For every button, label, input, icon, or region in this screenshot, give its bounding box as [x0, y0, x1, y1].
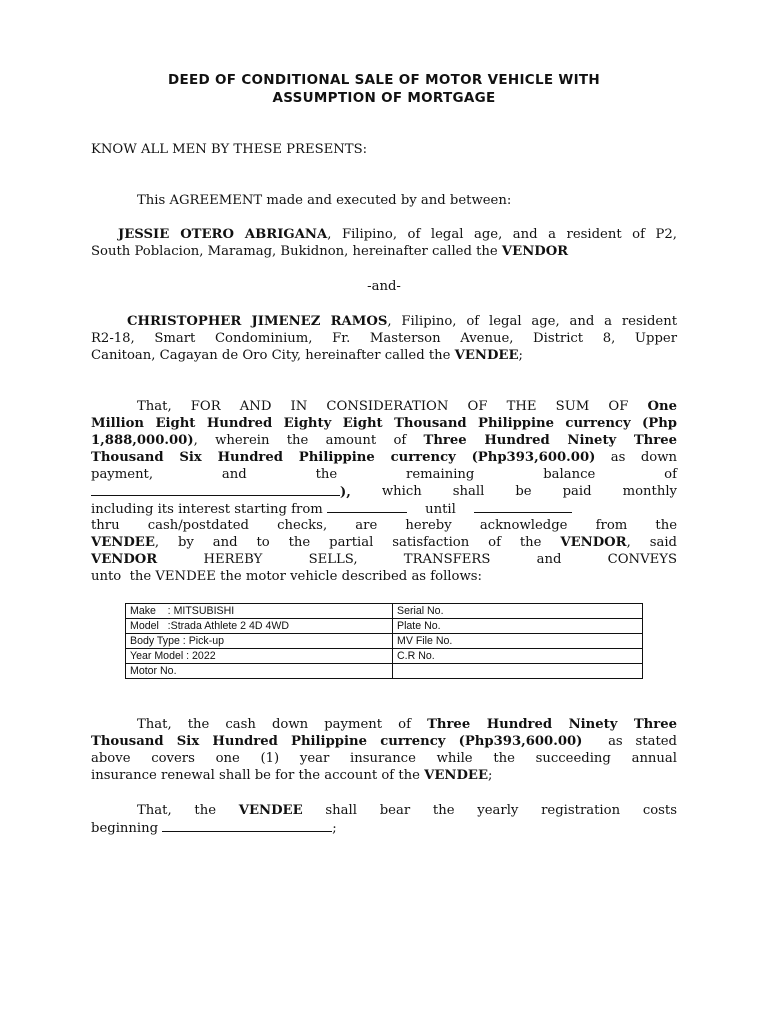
- consideration-line8: thru cash/postdated checks, are hereby acknowledge from the: [91, 518, 677, 533]
- vendor-paragraph-line2: South Poblacion, Maramag, Bukidnon, hereinafter called the VENDOR: [91, 244, 569, 259]
- table-cell: Serial No.: [393, 604, 643, 619]
- vendor-name: JESSIE OTERO ABRIGANA: [118, 227, 328, 242]
- table-row: [126, 604, 643, 619]
- consideration-line10: VENDOR HEREBY SELLS, TRANSFERS and CONVEYS: [91, 552, 677, 567]
- downpayment-line4: insurance renewal shall be for the account of the VENDEE;: [91, 768, 493, 783]
- table-cell: C.R No.: [393, 649, 643, 664]
- vendee-name: CHRISTOPHER JIMENEZ RAMOS: [127, 314, 388, 329]
- registration-line2: beginning ;: [91, 821, 337, 836]
- downpayment-line1: That, the cash down payment of Three Hundred Ninety Three: [137, 717, 677, 732]
- intro-line: KNOW ALL MEN BY THESE PRESENTS:: [91, 142, 368, 157]
- consideration-line9: VENDEE, by and to the partial satisfaction of the VENDOR, said: [91, 535, 677, 550]
- and-separator: -and-: [367, 279, 401, 294]
- vendee-paragraph-line2: R2-18, Smart Condominium, Fr. Masterson Avenue, District 8, Upper: [91, 331, 677, 346]
- table-cell: Body Type : Pick-up: [126, 634, 393, 649]
- consideration-line7: including its interest starting from until: [91, 500, 572, 518]
- table-cell: Make : MITSUBISHI: [126, 604, 393, 619]
- vendor-paragraph-line1: JESSIE OTERO ABRIGANA, Filipino, of legal age, and a resident of P2,: [118, 227, 677, 242]
- vendee-paragraph-line1: CHRISTOPHER JIMENEZ RAMOS, Filipino, of legal age, and a resident: [127, 314, 677, 329]
- table-row: [126, 619, 643, 634]
- table-cell: MV File No.: [393, 634, 643, 649]
- consideration-line6: ), which shall be paid monthly: [91, 483, 677, 501]
- table-cell: Year Model : 2022: [126, 649, 393, 664]
- end-date-blank: [474, 500, 572, 513]
- vendor-role: VENDOR: [501, 244, 569, 259]
- consideration-line5: payment, and the remaining balance of: [91, 467, 677, 482]
- consideration-line3: 1,888,000.00), wherein the amount of Three Hundred Ninety Three: [91, 433, 677, 448]
- vehicle-description-table: [125, 603, 643, 679]
- consideration-line2: Million Eight Hundred Eighty Eight Thousand Philippine currency (Php: [91, 416, 677, 431]
- downpayment-line2: Thousand Six Hundred Philippine currency (Php393,600.00) as stated: [91, 734, 677, 749]
- consideration-line4: Thousand Six Hundred Philippine currency (Php393,600.00) as down: [91, 450, 677, 465]
- consideration-line1: That, FOR AND IN CONSIDERATION OF THE SUM OF One: [137, 399, 677, 414]
- table-row: [126, 649, 643, 664]
- registration-date-blank: [162, 819, 332, 832]
- vendee-role: VENDEE: [454, 348, 519, 363]
- start-date-blank: [327, 500, 407, 513]
- table-cell: Motor No.: [126, 664, 393, 679]
- table-cell: [393, 664, 643, 679]
- vendee-paragraph-line3: Canitoan, Cagayan de Oro City, hereinafter called the VENDEE;: [91, 348, 523, 363]
- downpayment-line3: above covers one (1) year insurance while the succeeding annual: [91, 751, 677, 766]
- table-row: [126, 634, 643, 649]
- balance-blank: [91, 483, 340, 496]
- agreement-line: This AGREEMENT made and executed by and between:: [137, 193, 512, 208]
- document-title-line2: ASSUMPTION OF MORTGAGE: [272, 90, 496, 106]
- table-cell: Plate No.: [393, 619, 643, 634]
- registration-line1: That, the VENDEE shall bear the yearly registration costs: [137, 803, 677, 818]
- table-row: [126, 664, 643, 679]
- document-title-line1: DEED OF CONDITIONAL SALE OF MOTOR VEHICLE WITH: [167, 72, 601, 88]
- consideration-line11: unto the VENDEE the motor vehicle described as follows:: [91, 569, 482, 584]
- table-cell: Model :Strada Athlete 2 4D 4WD: [126, 619, 393, 634]
